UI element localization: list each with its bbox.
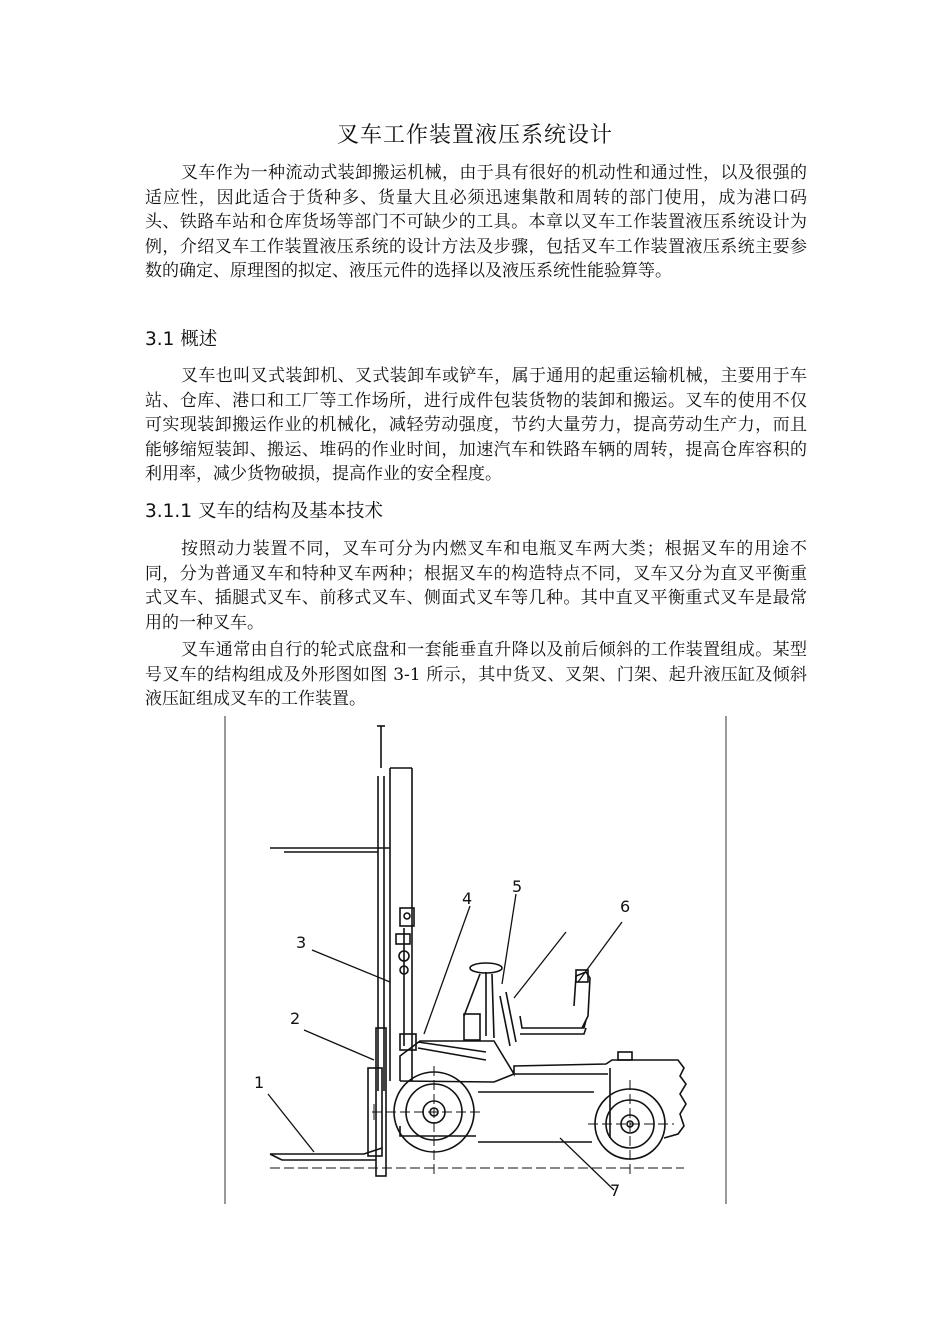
section-heading-3-1-1: 3.1.1 叉车的结构及基本技术 [145, 501, 383, 522]
figure-label-4: 4 [462, 889, 473, 908]
intro-paragraph: 叉车作为一种流动式装卸搬运机械，由于具有很好的机动性和通过性，以及很强的适应性，因此适合于货种多、货量大且必须迅速集散和周转的部门使用，成为港口码头、铁路车站和仓库货场等部门不可缺少的工具。本章以叉车工作装置液压系统设计为例，介绍叉车工作装置液压系统的设计方法及步骤，包括叉车工作装置液压系统主要参数的确定、原理图的拟定、液压元件的选择以及液压系统性能验算等。 [145, 163, 807, 281]
callout-leaders [268, 894, 622, 1190]
figure-label-3: 3 [296, 933, 307, 952]
document-title: 叉车工作装置液压系统设计 [336, 123, 613, 148]
section-heading-3-1: 3.1 概述 [145, 329, 218, 350]
figure-label-6: 6 [620, 897, 631, 916]
figure-label-7: 7 [610, 1181, 621, 1200]
section-3-1-1-paragraph-1: 按照动力装置不同，叉车可分为内燃叉车和电瓶叉车两大类；根据叉车的用途不同，分为普通叉车和特种叉车两种；根据叉车的构造特点不同，叉车又分为直叉平衡重式叉车、插腿式叉车、前移式叉车、侧面式叉车等几种。其中直叉平衡重式叉车是最常用的一种叉车。 [145, 539, 807, 633]
forklift-outline [270, 726, 686, 1176]
figure-label-2: 2 [290, 1009, 301, 1028]
figure-label-1: 1 [254, 1073, 265, 1092]
section-3-1-1-paragraph-2: 叉车通常由自行的轮式底盘和一套能垂直升降以及前后倾斜的工作装置组成。某型号叉车的结构组成及外形图如图 3-1 所示，其中货叉、叉架、门架、起升液压缸及倾斜液压缸组成叉车的工作装置。 [145, 640, 807, 709]
forklift-figure [224, 716, 727, 1204]
section-3-1-paragraph: 叉车也叫叉式装卸机、叉式装卸车或铲车，属于通用的起重运输机械，主要用于车站、仓库、港口和工厂等工作场所，进行成件包装货物的装卸和搬运。叉车的使用不仅可实现装卸搬运作业的机械化，减轻劳动强度，节约大量劳力，提高劳动生产力，而且能够缩短装卸、搬运、堆码的作业时间，加速汽车和铁路车辆的周转，提高仓库容积的利用率，减少货物破损，提高作业的安全程度。 [145, 366, 807, 484]
figure-label-5: 5 [512, 877, 523, 896]
forklift-drawing [224, 716, 727, 1204]
